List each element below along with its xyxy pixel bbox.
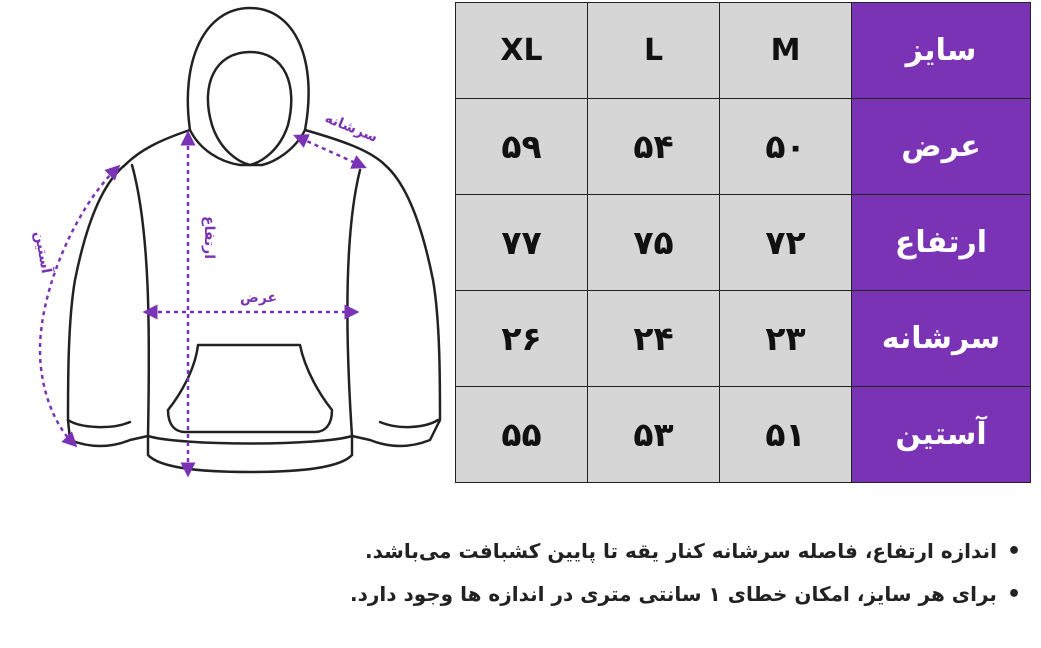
- row-label-sleeve: آستین: [852, 387, 1031, 483]
- hoodie-diagram: [0, 0, 450, 490]
- header-size-label: سایز: [852, 3, 1031, 99]
- cell-shoulder-xl: ۲۶: [456, 291, 588, 387]
- table-header-row: [456, 3, 1031, 99]
- note-tolerance: • برای هر سایز، امکان خطای ۱ سانتی متری در اندازه ها وجود دارد.: [261, 581, 1021, 608]
- cell-width-m: ۵۰: [720, 99, 852, 195]
- row-label-length: ارتفاع: [852, 195, 1031, 291]
- header-xl: XL: [456, 3, 588, 99]
- row-label-width: عرض: [852, 99, 1031, 195]
- right-cuff: [380, 420, 438, 427]
- right-sleeve-seam: [347, 170, 360, 436]
- cell-width-l: ۵۴: [588, 99, 720, 195]
- sleeve-label: آستین: [30, 229, 55, 275]
- left-sleeve-seam: [132, 165, 149, 436]
- cell-sleeve-m: ۵۱: [720, 387, 852, 483]
- header-m: M: [720, 3, 852, 99]
- table-row: [456, 387, 1031, 483]
- waistband: [148, 436, 352, 444]
- face-opening: [208, 52, 291, 165]
- table-row: [456, 291, 1031, 387]
- cell-shoulder-l: ۲۴: [588, 291, 720, 387]
- cell-length-m: ۷۲: [720, 195, 852, 291]
- cell-sleeve-xl: ۵۵: [456, 387, 588, 483]
- cell-shoulder-m: ۲۳: [720, 291, 852, 387]
- table-row: [456, 99, 1031, 195]
- cell-length-l: ۷۵: [588, 195, 720, 291]
- size-table: [455, 2, 1031, 483]
- sleeve-measure: [40, 170, 115, 442]
- left-cuff: [68, 420, 130, 427]
- note-length: • اندازه ارتفاع، فاصله سرشانه کنار یقه تا پایین کشبافت می‌باشد.: [261, 538, 1021, 565]
- length-label: ارتفاع: [201, 216, 217, 260]
- cell-length-xl: ۷۷: [456, 195, 588, 291]
- table-row: [456, 195, 1031, 291]
- row-label-shoulder: سرشانه: [852, 291, 1031, 387]
- cell-width-xl: ۵۹: [456, 99, 588, 195]
- kangaroo-pocket: [168, 345, 332, 432]
- shoulder-label: سرشانه: [322, 110, 380, 146]
- notes-list: [261, 538, 1021, 624]
- width-label: عرض: [240, 290, 278, 306]
- shoulder-measure: [300, 138, 360, 165]
- header-l: L: [588, 3, 720, 99]
- cell-sleeve-l: ۵۳: [588, 387, 720, 483]
